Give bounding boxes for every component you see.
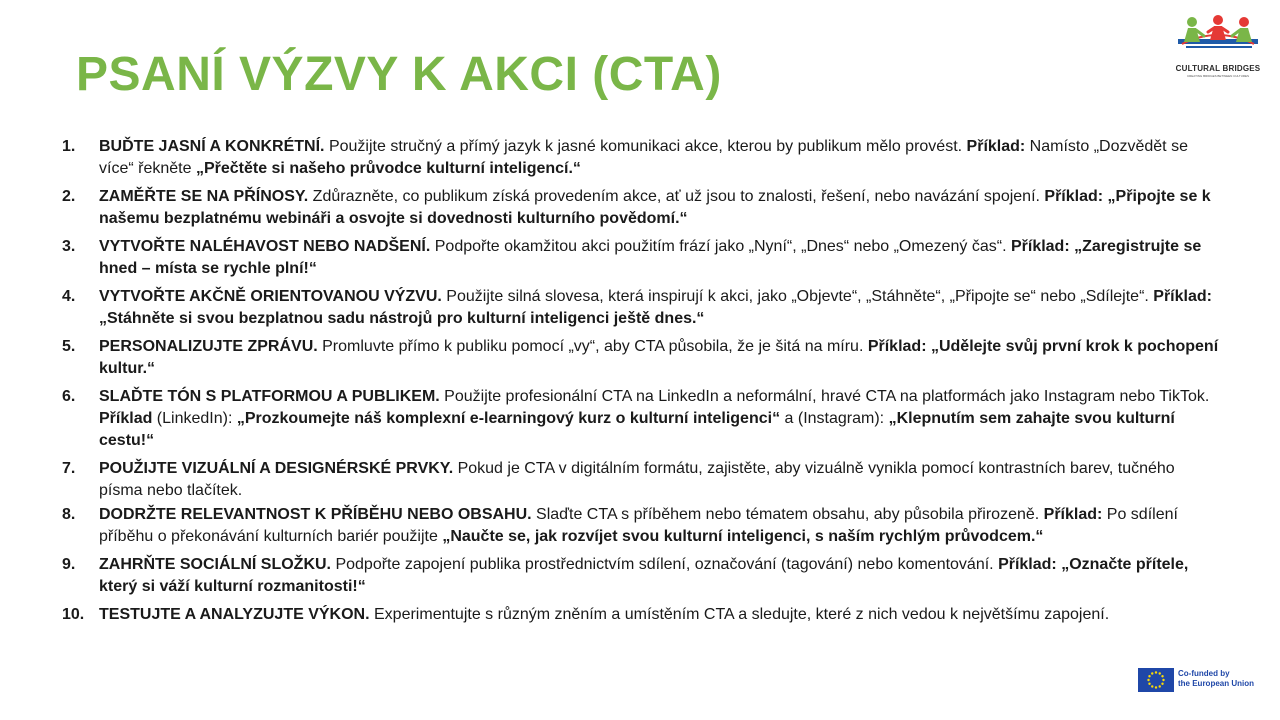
eu-cofunded-badge (1138, 668, 1270, 694)
item-heading: ZAMĚŘTE SE NA PŘÍNOSY. (99, 188, 309, 205)
item-example: „Přečtěte si našeho průvodce kulturní inteligencí.“ (195, 160, 581, 177)
item-example: Příklad: „Udělejte svůj první krok k pochopení kultur.“ (99, 338, 1219, 377)
item-number: 6. (62, 388, 76, 405)
logo-name: CULTURAL BRIDGES (1175, 64, 1261, 73)
cultural-bridges-logo (1172, 12, 1264, 92)
eu-star (1148, 683, 1150, 685)
item-text: Po sdílení příběhu o překonávání kulturních bariér použijte (99, 506, 1178, 545)
item-example: „Naučte se, jak rozvíjet svou kulturní inteligenci, s naším rychlým průvodcem.“ (442, 528, 1044, 545)
item-example-label: Příklad (99, 410, 153, 427)
item-example-label: Příklad: (1043, 506, 1103, 523)
list-item (62, 136, 1222, 180)
eu-star (1151, 685, 1153, 687)
item-example: Příklad: „Zaregistrujte se hned – místa se rychle plní!“ (99, 238, 1202, 277)
item-example: Příklad: „Stáhněte si svou bezplatnou sadu nástrojů pro kulturní inteligenci ještě dnes.“ (99, 288, 1212, 327)
eu-star (1159, 685, 1161, 687)
item-text: Pokud je CTA v digitálním formátu, zajistěte, aby vizuálně vynikla pomocí kontrastních barev, tučného písma nebo tlačítek. (99, 460, 1175, 499)
item-heading: VYTVOŘTE NALÉHAVOST NEBO NADŠENÍ. (99, 238, 431, 255)
item-text: (LinkedIn): (152, 410, 237, 427)
item-example: „Klepnutím sem zahajte svou kulturní cestu!“ (99, 410, 1175, 449)
list-item (62, 386, 1222, 452)
eu-line-1: Co-funded by (1178, 669, 1230, 678)
item-example: Příklad: „Označte přítele, který si váží kulturní rozmanitosti!“ (99, 556, 1189, 595)
logo-tagline: CREATING BRIDGES BETWEEN CULTURES (1186, 74, 1250, 78)
item-heading: VYTVOŘTE AKČNĚ ORIENTOVANOU VÝZVU. (99, 288, 442, 305)
item-heading: PERSONALIZUJTE ZPRÁVU. (99, 338, 318, 355)
eu-star (1147, 679, 1149, 681)
item-example: Příklad: „Připojte se k našemu bezplatnému webináři a osvojte si dovednosti kulturního povědomí.“ (99, 188, 1211, 227)
eu-line-2: the European Union (1178, 679, 1254, 688)
eu-cofunded-text (1178, 669, 1254, 689)
item-text: a (Instagram): (780, 410, 889, 427)
list-item (62, 604, 1222, 626)
item-example-label: Příklad: (966, 138, 1026, 155)
eu-star (1161, 675, 1163, 677)
item-text: Podpořte zapojení publika prostřednictvím sdílení, označování (tagování) nebo komentování. (331, 556, 999, 573)
item-heading: POUŽIJTE VIZUÁLNÍ A DESIGNÉRSKÉ PRVKY. (99, 460, 454, 477)
item-number: 7. (62, 460, 76, 477)
eu-star (1155, 671, 1157, 673)
item-number: 2. (62, 188, 76, 205)
eu-star (1155, 686, 1157, 688)
list-item (62, 186, 1222, 230)
item-text: Podpořte okamžitou akci použitím frází jako „Nyní“, „Dnes“ nebo „Omezený čas“. (430, 238, 1011, 255)
item-text: Použijte profesionální CTA na LinkedIn a neformální, hravé CTA na platformách jako Instagram nebo TikTok. (439, 388, 1210, 405)
eu-star (1151, 672, 1153, 674)
item-number: 1. (62, 138, 76, 155)
item-example: „Prozkoumejte náš komplexní e-learningový kurz o kulturní inteligenci“ (236, 410, 781, 427)
eu-star (1148, 675, 1150, 677)
item-text: Promluvte přímo k publiku pomocí „vy“, aby CTA působila, že je šitá na míru. (317, 338, 868, 355)
item-number: 5. (62, 338, 76, 355)
list-item (62, 286, 1222, 330)
item-text: Použijte silná slovesa, která inspirují k akci, jako „Objevte“, „Stáhněte“, „Připojte se“ nebo „Sdílejte“. (441, 288, 1154, 305)
item-heading: DODRŽTE RELEVANTNOST K PŘÍBĚHU NEBO OBSAHU. (99, 506, 532, 523)
tips-list (62, 136, 1222, 632)
item-text: Použijte stručný a přímý jazyk k jasné komunikaci akce, kterou by publikum mělo provést. (324, 138, 967, 155)
item-number: 4. (62, 288, 76, 305)
eu-flag-icon (1138, 668, 1174, 692)
list-item (62, 458, 1222, 502)
item-heading: SLAĎTE TÓN S PLATFORMOU A PUBLIKEM. (99, 388, 440, 405)
eu-star (1162, 679, 1164, 681)
item-number: 8. (62, 506, 76, 523)
item-number: 9. (62, 556, 76, 573)
list-item (62, 336, 1222, 380)
list-item (62, 236, 1222, 280)
list-item (62, 504, 1222, 548)
item-heading: TESTUJTE A ANALYZUJTE VÝKON. (99, 606, 370, 623)
list-item (62, 554, 1222, 598)
item-text: Namísto „Dozvědět se více“ řekněte (99, 138, 1188, 177)
eu-star (1161, 683, 1163, 685)
eu-star (1159, 672, 1161, 674)
item-heading: BUĎTE JASNÍ A KONKRÉTNÍ. (99, 138, 325, 155)
item-heading: ZAHRŇTE SOCIÁLNÍ SLOŽKU. (99, 556, 331, 573)
item-text: Zdůrazněte, co publikum získá provedením akce, ať už jsou to znalosti, řešení, nebo navázání spojení. (308, 188, 1045, 205)
item-number: 3. (62, 238, 76, 255)
item-number: 10. (62, 606, 85, 623)
page-title: PSANÍ VÝZVY K AKCI (CTA) (76, 48, 722, 101)
people-bridge-icon (1172, 12, 1264, 64)
item-text: Experimentujte s různým zněním a umístěním CTA a sledujte, které z nich vedou k největšímu zapojení. (369, 606, 1110, 623)
item-text: Slaďte CTA s příběhem nebo tématem obsahu, aby působila přirozeně. (531, 506, 1044, 523)
